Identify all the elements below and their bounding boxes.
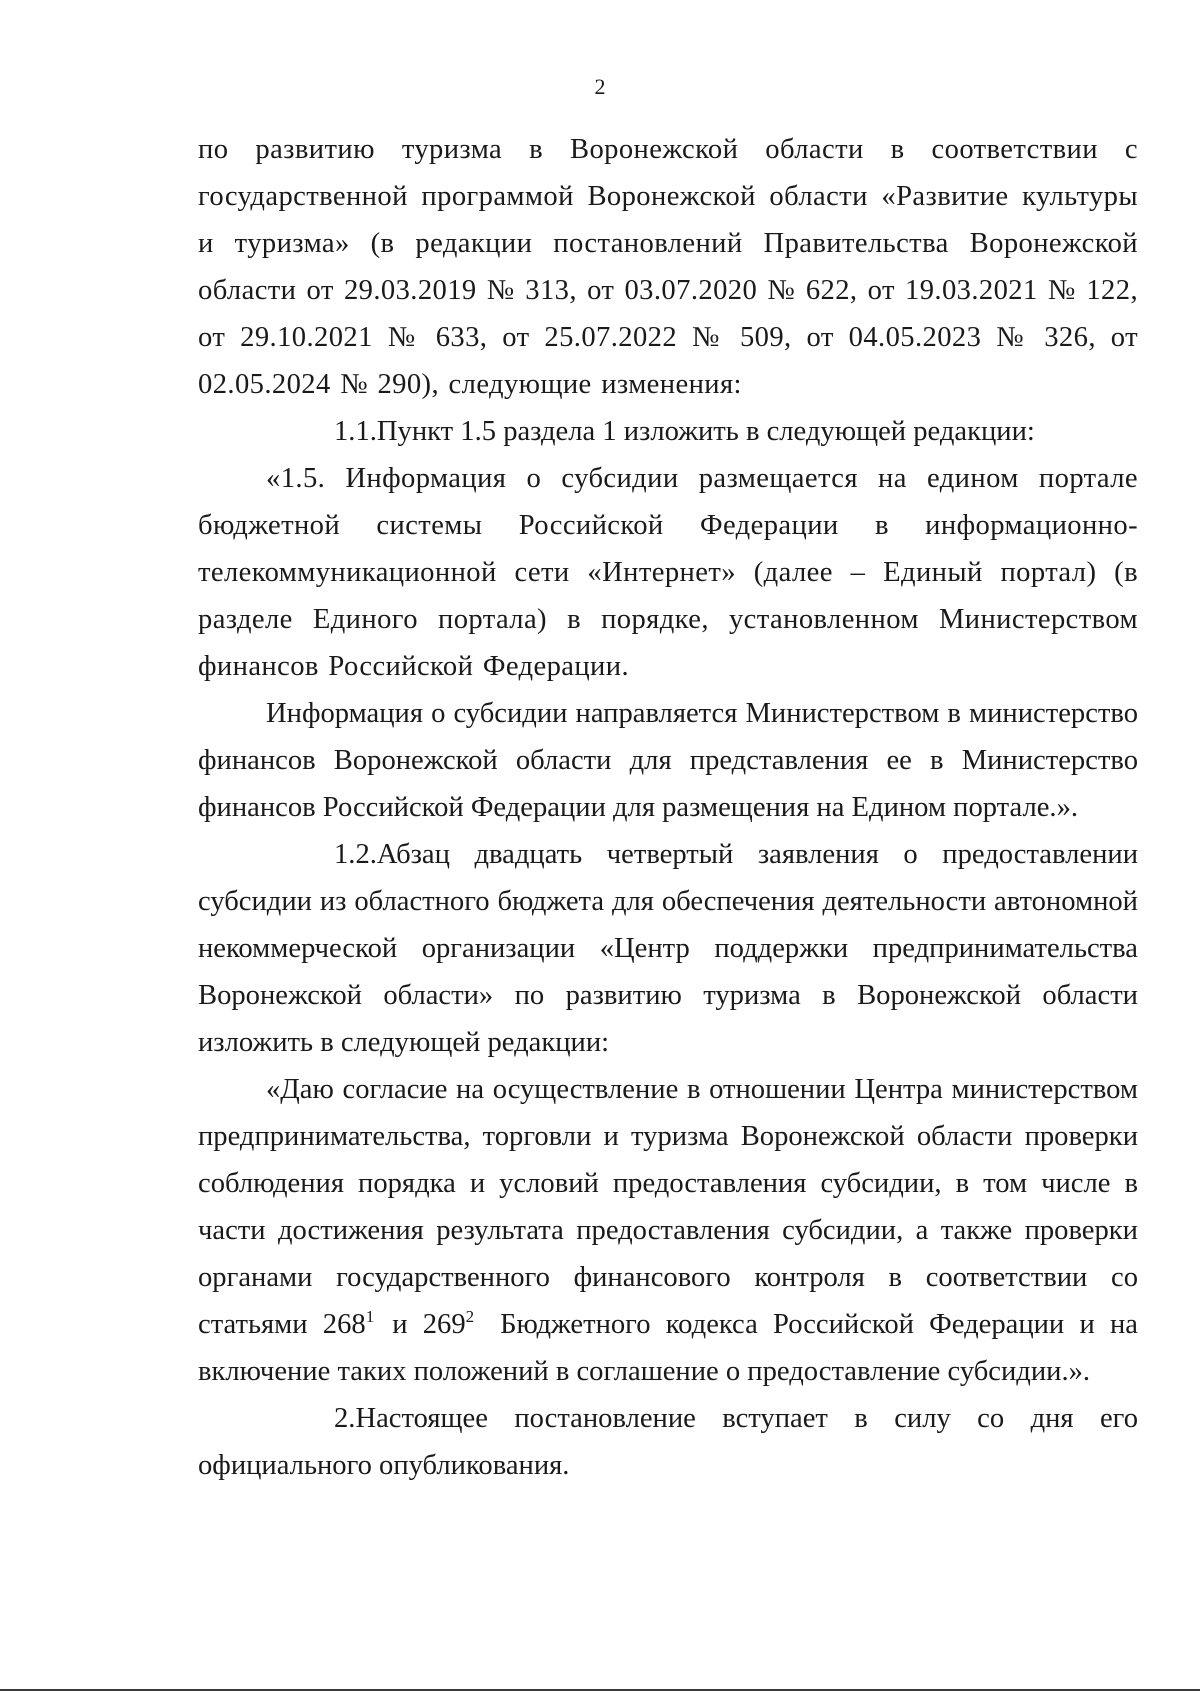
item-2-text: Настоящее постановление вступает в силу со дня его официального опубликования.	[198, 1403, 1138, 1481]
item-1-1-number: 1.1.	[334, 416, 377, 447]
quote-paragraph-1-5-continued: Информация о субсидии направляется Министерством в министерство финансов Воронежской области для представления ее в Министерство финансов Российской Федерации для размещения на Едином портале.».	[198, 698, 1138, 823]
quote-consent-paragraph	[198, 1066, 1138, 1395]
quote-consent-text-2: Бюджетного кодекса Российской Федерации и на включение таких положений в соглашение о предоставление субсидии.».	[198, 1309, 1138, 1387]
quote-consent-text-mid: и 269	[392, 1309, 466, 1340]
item-2	[198, 1395, 1138, 1489]
paragraph-intro-continuation: по развитию туризма в Воронежской области в соответствии с государственной программой Воронежской области «Развитие культуры и туризма» (в редакции постановлений Правительства Воронежской области от 29.03.2019 № 313, от 03.07.2020 № 622, от 19.03.2021 № 122, от 29.10.2021 № 633, от 25.07.2022 № 509, от 04.05.2023 № 326, от 02.05.2024 № 290), следующие изменения:	[198, 134, 1138, 400]
footnote-ref-2: 2	[465, 1307, 475, 1326]
item-1-1-text: Пункт 1.5 раздела 1 изложить в следующей редакции:	[376, 416, 1035, 447]
item-1-1	[198, 408, 1138, 455]
footnote-ref-1: 1	[365, 1307, 375, 1326]
page-number: 2	[594, 74, 606, 99]
item-1-2	[198, 831, 1138, 1066]
item-1-2-text: Абзац двадцать четвертый заявления о предоставлении субсидии из областного бюджета для обеспечения деятельности автономной некоммерческой организации «Центр поддержки предпринимательства Воронежской области» по развитию туризма в Воронежской области изложить в следующей редакции:	[198, 839, 1138, 1058]
item-2-number: 2.	[334, 1403, 356, 1434]
item-1-2-number: 1.2.	[334, 839, 377, 870]
quote-paragraph-1-5: «1.5. Информация о субсидии размещается на едином портале бюджетной системы Российской Федерации в информационно-телекоммуникационной сети «Интернет» (далее – Единый портал) (в разделе Единого портала) в порядке, установленном Министерством финансов Российской Федерации.	[198, 463, 1138, 682]
document-body	[198, 126, 1138, 1489]
quote-consent-text-1: «Даю согласие на осуществление в отношении Центра министерством предпринимательства, торговли и туризма Воронежской области проверки соблюдения порядка и условий предоставления субсидии, в том числе в части достижения результата предоставления субсидии, а также проверки органами государственного финансового контроля в соответствии со статьями 268	[198, 1074, 1138, 1340]
page-bottom-edge	[0, 1689, 1200, 1691]
